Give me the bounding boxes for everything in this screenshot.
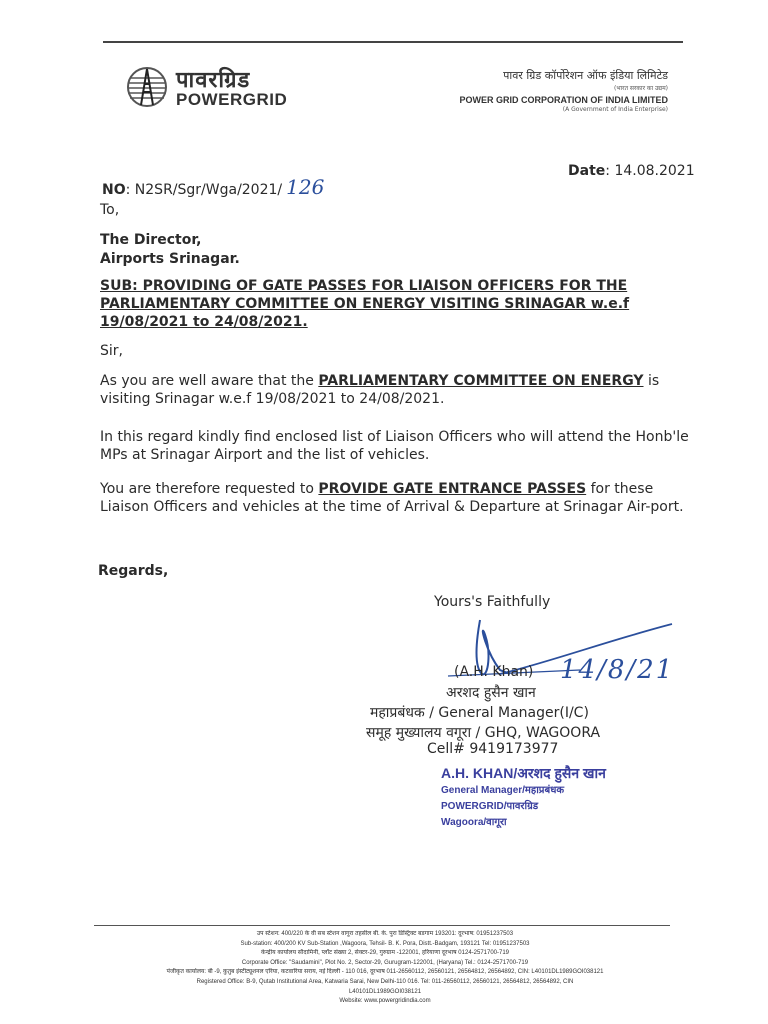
pylon-globe-icon [124, 66, 170, 108]
logo-english-text: POWERGRID [176, 90, 288, 109]
signatory-designation: महाप्रबंधक / General Manager(I/C) [370, 705, 589, 721]
signatory-cell: Cell# 9419173977 [427, 741, 559, 757]
stamp-name: A.H. KHAN/अरशद हुसैन खान [441, 765, 606, 781]
signatory-name-hindi: अरशद हुसैन खान [446, 685, 536, 701]
paragraph-2: In this regard kindly find enclosed list of Liaison Officers who will attend the Honb'le MPs at Srinagar Airport and the list of vehicles. [100, 429, 689, 463]
corp-name-english: POWER GRID CORPORATION OF INDIA LIMITED [459, 95, 668, 105]
footer-line: केन्द्रीय कार्यालय सौदामिनी, प्लॉट संख्या 2, सेक्टर-29, गुरुग्राम -122001, हरियाणा दूरभाष 0124-2571700-719 [260, 950, 510, 957]
footer-website: Website: www.powergridindia.com [339, 998, 431, 1005]
letter-date: Date: 14.08.2021 [568, 163, 695, 179]
logo-hindi-text: पावरग्रिड [176, 68, 251, 93]
corp-name-hindi: पावर ग्रिड कॉर्पोरेशन ऑफ इंडिया लिमिटेड [503, 69, 668, 82]
addressee-org: Airports Srinagar. [100, 251, 240, 267]
footer-line: Sub-station: 400/200 KV Sub-Station ,Wagoora, Tehsil- B. K. Pora, Distt.-Badgam, 193121 Tel: 01951237503 [240, 940, 530, 947]
footer-addresses [90, 930, 680, 1007]
corp-subtitle-hindi: (भारत सरकार का उद्यम) [614, 85, 668, 92]
paragraph-1: As you are well aware that the PARLIAMENTARY COMMITTEE ON ENERGY is visiting Srinagar w.e.f 19/08/2021 to 24/08/2021. [100, 373, 660, 407]
footer-line: Registered Office: B-9, Qutab Institutional Area, Katwaria Sarai, New Delhi-110 016. Tel: 011-26560112, 26560121, 26564812, 26564892, CIN [196, 978, 574, 985]
signatory-name-english: (A.H. Khan) [454, 664, 534, 680]
to-line: To, [100, 202, 120, 218]
stamp-company: POWERGRID/पावरग्रिड [441, 801, 539, 812]
closing-line: Yours's Faithfully [434, 594, 551, 610]
stamp-location: Wagoora/वागूरा [441, 817, 507, 828]
corp-subtitle-english: (A Government of India Enterprise) [562, 106, 668, 113]
footer-line: उप स्टेशन: 400/220 के वी सब स्टेशन वागूरा तहसील बी. के. पुरा डिस्ट्रिक्ट बडगाम 193201: दूरभाष: 01951237503 [256, 931, 514, 937]
footer-rule [94, 925, 670, 926]
signatory-office: समूह मुख्यालय वगूरा / GHQ, WAGOORA [366, 725, 601, 741]
stamp-designation: General Manager/महाप्रबंधक [441, 785, 565, 796]
footer-line: Corporate Office: "Saudamini", Plot No. 2, Sector-29, Gurugram-122001, (Haryana) Tel.: 0124-2571700-719 [241, 959, 529, 966]
regards: Regards, [98, 563, 169, 579]
handwritten-ref: 126 [286, 175, 325, 199]
powergrid-logo [124, 64, 294, 114]
salutation: Sir, [100, 343, 123, 359]
header-rule [103, 41, 683, 43]
addressee-title: The Director, [100, 232, 202, 248]
footer-line: L40101DL1989GOI038121 [348, 988, 422, 995]
paragraph-3: You are therefore requested to PROVIDE GATE ENTRANCE PASSES for these Liaison Officers and vehicles at the time of Arrival & Departure at Srinagar Air-port. [100, 481, 684, 515]
official-stamp [441, 764, 606, 831]
reference-number: NO: N2SR/Sgr/Wga/2021/ 126 [102, 175, 325, 199]
subject-line: SUB: PROVIDING OF GATE PASSES FOR LIAISON OFFICERS FOR THE PARLIAMENTARY COMMITTEE ON ENERGY VISITING SRINAGAR w.e.f 19/08/2021 to 24/08/2021. [100, 278, 630, 330]
footer-line: पंजीकृत कार्यालय: बी -9, कुतुब इंस्टीट्यूशनल एरिया, कटवारिया सराय, नई दिल्ली - 110 016, दूरभाष 011-26560112, 26560121, 26564812, 26564892, CIN: L40101DL1989GOI038121 [166, 969, 604, 976]
signature-date: 14/8/21 [560, 655, 675, 685]
